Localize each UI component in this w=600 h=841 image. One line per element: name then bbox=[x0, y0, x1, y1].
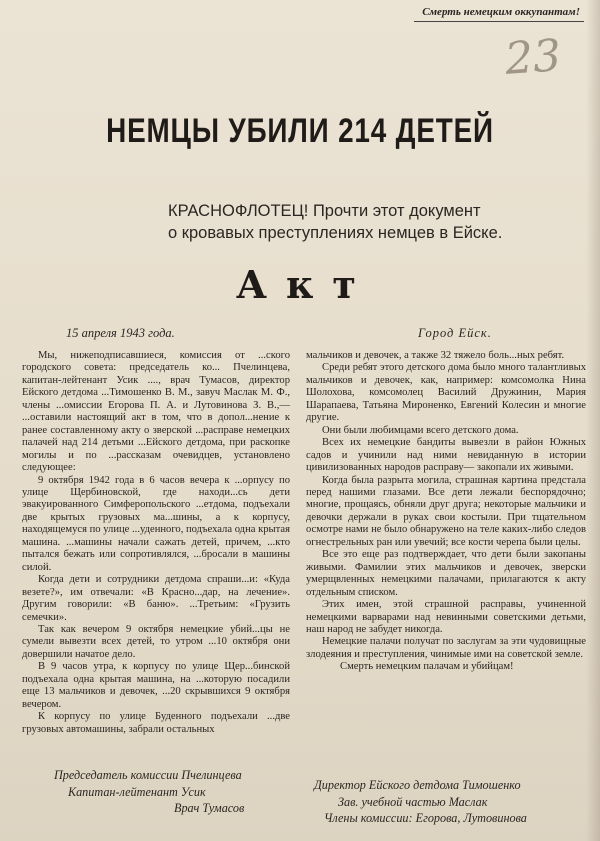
right-text-column bbox=[306, 350, 586, 674]
subheading-line-2: о кровавых преступлениях немцев в Ейске. bbox=[168, 224, 503, 242]
paragraph: Когда дети и сотрудники детдома спраши...и: «Куда везете?», им отвечали: «В Красно...дар, на лечение». Другим говорили: «В баню». ...Третьим: «Грузить семечки». bbox=[22, 574, 290, 623]
act-date: 15 апреля 1943 года. bbox=[66, 326, 175, 340]
paragraph: Немецкие палачи получат по заслугам за эти чудовищные злодеяния и преступления, чинимые ими на советской земле. bbox=[306, 636, 586, 660]
closing-slogan: Смерть немецким палачам и убийцам! bbox=[340, 661, 514, 673]
paragraph: В 9 часов утра, к корпусу по улице Щер...бинской подъехала одна крытая машина, на ...которую посадили еще 13 мальчиков и девочек, ...20 скрывшихся 9 октября вечером. bbox=[22, 661, 290, 710]
signature-members: Члены комиссии: Егорова, Лутовинова bbox=[324, 811, 527, 825]
subheading bbox=[168, 200, 588, 244]
signature-captain: Капитан-лейтенант Усик bbox=[68, 784, 206, 799]
paragraph: 9 октября 1942 года в 6 часов вечера к ...орпусу по улице Щербиновской, где находи...сь дети эвакуированного Симферопольского ...етдома, подъехали две крытых грузовых ма...шины, а к корпусу, находящемуся по улице ...уденного, подъехала одна крытая машина. ...машины начали сажать детей, причем, ...кто пытался бежать или сопротивлялся, ...бросали в машины силой. bbox=[22, 474, 290, 573]
headline: НЕМЦЫ УБИЛИ 214 ДЕТЕЙ bbox=[106, 112, 494, 150]
signatures-right bbox=[314, 777, 594, 827]
subheading-line-1: КРАСНОФЛОТЕЦ! Прочти этот документ bbox=[168, 202, 481, 220]
left-text-column bbox=[22, 350, 290, 736]
act-title: Акт bbox=[236, 262, 375, 307]
signature-director: Директор Ейского детдома Тимошенко bbox=[314, 778, 521, 792]
signature-doctor: Врач Тумасов bbox=[174, 801, 245, 815]
paragraph: Мы, нижеподписавшиеся, комиссия от ...ского городского совета: председатель ко... Пчелинцева, капитан-лейтенант Усик ...., врач Тумасов, директор Ейского детдома ...Тимошенко В. М., завуч Маслак М. Ф., члены ...омиссии Егорова П. А. и Лутовинова З. В.,— ...оставили настоящий акт в том, что в допол...нение к ранее составленному акту о зверской ...расправе немецких палачей над 214 детьми ...Ейского детдома, при раскопке могилы и по ...рассказам очевидцев, установлено следующее: bbox=[22, 350, 290, 474]
paragraph: Все это еще раз подтверждает, что дети были закопаны живыми. Фамилии этих мальчиков и девочек, зверски умерщвленных немецкими палачами, прилагаются к акту отдельным списком. bbox=[306, 549, 586, 598]
paragraph: Так как вечером 9 октября немецкие убий...цы не сумели вывезти всех детей, то утром ...10 октября они довершили начатое дело. bbox=[22, 623, 290, 660]
paragraph: Когда была разрыта могила, страшная картина предстала перед нашими глазами. Все дети лежали беспорядочно; многие, прощаясь, обняли друг друга; некоторые мальчики и девочки держали в руках свои костыли. При тщательном осмотре нами не было обнаружено на теле каких-либо следов огнестрельных ран или увечий; все кости черепа были целы. bbox=[306, 474, 586, 548]
top-slogan: Смерть немецким оккупантам! bbox=[414, 6, 584, 22]
paragraph: К корпусу по улице Буденного подъехали ...две грузовых автомашины, забрали остальных bbox=[22, 711, 290, 735]
signature-head-teacher: Зав. учебной частью Маслак bbox=[338, 794, 488, 809]
paragraph: Среди ребят этого детского дома было много талантливых мальчиков и девочек, как, например: комсомолка Нина Шолохова, комсомолец Василий Дружинин, Мария Шарапаева, Татьяна Мироненко, Евгений Колесин и многие другие. bbox=[306, 362, 586, 424]
paragraph: Этих имен, этой страшной расправы, учиненной немецкими варварами над невинными советскими детьми, наш народ не забудет никогда. bbox=[306, 599, 586, 635]
paragraph: Они были любимцами всего детского дома. bbox=[322, 424, 519, 436]
archive-number: 23 bbox=[503, 30, 563, 85]
paragraph: мальчиков и девочек, а также 32 тяжело боль...ных ребят. bbox=[306, 350, 565, 361]
act-city: Город Ейск. bbox=[418, 326, 492, 340]
paragraph: Всех их немецкие бандиты вывезли в район Южных садов и учинили над ними невиданную в истории цивилизованных народов расправу— закопали их живыми. bbox=[306, 437, 586, 474]
paper-fold-shadow bbox=[586, 0, 600, 841]
signature-chair: Председатель комиссии Пчелинцева bbox=[54, 768, 242, 782]
signatures-left bbox=[54, 767, 294, 817]
